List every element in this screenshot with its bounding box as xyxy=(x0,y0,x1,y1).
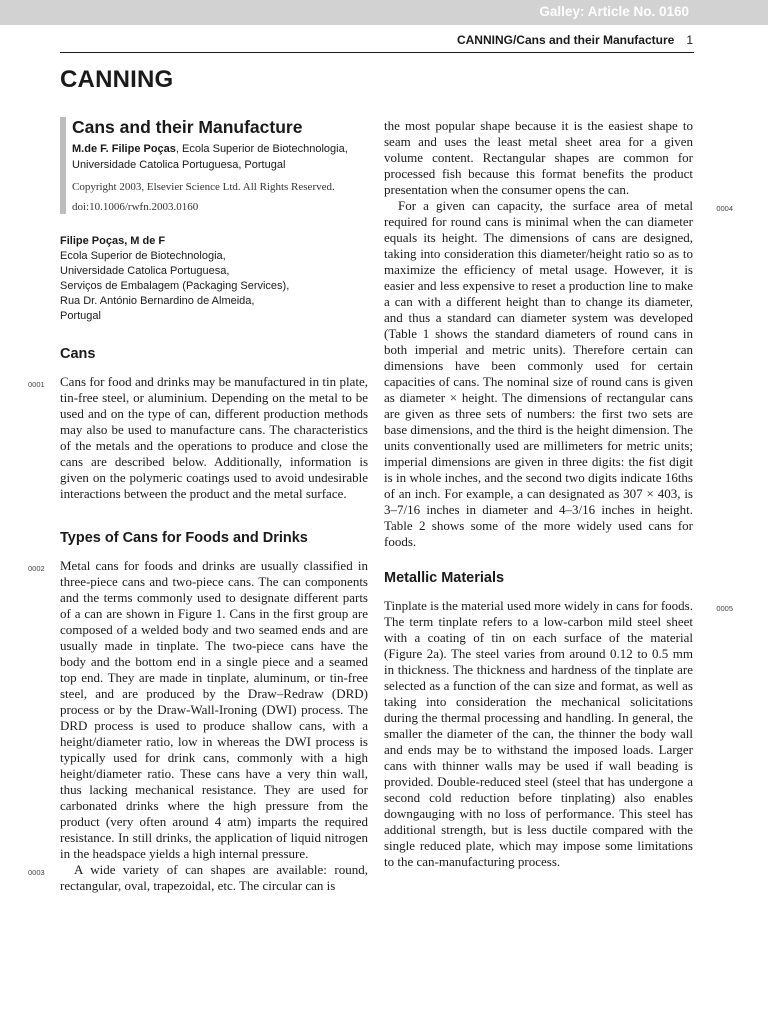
article-info-box xyxy=(60,117,368,214)
affiliation-line: Serviços de Embalagem (Packaging Services), xyxy=(60,280,290,292)
galley-label: Galley: Article No. 0160 xyxy=(539,4,689,19)
article-meta xyxy=(72,180,368,214)
paragraph-text: Cans for food and drinks may be manufactured in tin plate, tin-free steel, or aluminium. Depending on the metal to be used and on the type of can, different production methods may also be used to manufacture cans. The characteristics of the metals and the operations to produce and close the cans are described below. Additionally, information is given on the polymeric coatings used to avoid undesirable interactions between the product and the metal surface. xyxy=(60,374,368,501)
paragraph-marker: 0001 xyxy=(28,380,45,389)
author-affiliation: , Ecola Superior de Biotechnologia, Universidade Catolica Portuguesa, Portugal xyxy=(72,143,348,171)
paragraph-text: For a given can capacity, the surface area of metal required for round cans is minimal when the can diameter equals its height. The dimensions of cans are designed, taking into consideration this diameter/height ratio so as to maximize the efficiency of metal usage. However, it is easier and less expensive to reset a production line to make a can with a different height than to change its diameter, and thus a standard can diameter system was developed (Table 1 shows the standard diameters of round cans in both imperial and metric units). Therefore certain can dimensions have been commonly used for certain capacities of cans. The nominal size of round cans is given as diameter × height. The dimensions of rectangular cans are given as three sets of numbers: the first two sets are base dimensions, and the third is the height dimension. The units conventionally used are millimeters for metric units; imperial dimensions are given in three digits: the fist digit is in whole inches, and the second two digits indicate 16ths of an inch. For example, a can designated as 307 × 403, is 3–7/16 inches in diameter and 4–3/16 inches in height. Table 2 shows some of the more widely used cans for foods. xyxy=(384,198,693,549)
page-number: 1 xyxy=(686,33,693,47)
affiliation-line: Universidade Catolica Portuguesa, xyxy=(60,265,230,277)
paragraph-0005 xyxy=(384,598,733,870)
section-heading-types: Types of Cans for Foods and Drinks xyxy=(60,530,308,546)
paragraph-text: Metal cans for foods and drinks are usually classified in three-piece cans and two-piece cans. The can components and the terms commonly used to designate different parts of a can are shown in Figure 1. Cans in the first group are composed of a welded body and two seamed ends and are usually made in tinplate. The two-piece cans have the body and the bottom end in a single piece and a seamed top end. They are made in tinplate, aluminum, or tin-free steel, and are produced by the Draw–Redraw (DRD) process or by the Draw-Wall-Ironing (DWI) process. The DRD process is used to produce shallow cans, with a height/diameter ratio, low in whereas the DWI process is typically used for drink cans, commonly with a high height/diameter ratio. These cans have a very thin wall, thus lacking mechanical resistance. They are used for carbonated drinks where the high pressure from the product (very often around 4 atm) imparts the required resistance. In still drinks, the application of liquid nitrogen in the headspace yields a high internal pressure. xyxy=(60,558,368,861)
section-heading-cans: Cans xyxy=(60,346,96,362)
affiliation-line: Portugal xyxy=(60,310,101,322)
affiliation-line: Rua Dr. António Bernardino de Almeida, xyxy=(60,295,255,307)
paragraph-text: A wide variety of can shapes are available: round, rectangular, oval, trapezoidal, etc. The circular can is xyxy=(60,862,368,893)
paragraph-0002 xyxy=(28,558,368,862)
affiliation-block xyxy=(60,234,368,324)
paragraph-marker: 0005 xyxy=(716,604,733,613)
paragraph-0003-continued xyxy=(384,118,693,198)
galley-bar xyxy=(0,0,768,25)
author-name: M.de F. Filipe Poças xyxy=(72,143,176,155)
article-author xyxy=(72,141,368,173)
paragraph-0004 xyxy=(384,198,733,550)
running-head xyxy=(457,33,693,47)
section-heading-metallic: Metallic Materials xyxy=(384,570,505,586)
paragraph-text: Tinplate is the material used more widely in cans for foods. The term tinplate refers to a low-carbon mild steel sheet with a coating of tin on each surface of the material (Figure 2a). The steel varies from around 0.12 to 0.5 mm in thickness. The thickness and hardness of the tinplate are selected as a function of the can size and format, as well as taking into consideration the mechanical solicitations during the thermal processing and handling. In general, the smaller the diameter of the can, the thinner the body wall and ends may be to withstand the imposed loads. Larger cans with thinner walls may be used if wall beading is provided. Double-reduced steel (steel that has undergone a second cold reduction before tinplating) also enables downgauging with no loss of performance. This steel has additional strength, but is less ductile compared with the single reduced plate, which may impose some limitations to the can-manufacturing process. xyxy=(384,598,693,869)
header-rule xyxy=(60,52,694,53)
affiliation-line: Ecola Superior de Biotechnologia, xyxy=(60,250,226,262)
right-column xyxy=(384,118,733,870)
article-title: Cans and their Manufacture xyxy=(72,117,303,137)
paragraph-marker: 0003 xyxy=(28,868,45,877)
paragraph-0001 xyxy=(28,374,368,502)
copyright-line: Copyright 2003, Elsevier Science Ltd. All Rights Reserved. xyxy=(72,181,335,193)
doi-line: doi:10.1006/rwfn.2003.0160 xyxy=(72,201,199,213)
paragraph-marker: 0002 xyxy=(28,564,45,573)
paragraph-text: the most popular shape because it is the easiest shape to seam and uses the least metal sheet area for a given volume content. Rectangular shapes are common for processed fish because this format benefits the product presentation when the consumer opens the can. xyxy=(384,118,693,197)
main-title: CANNING xyxy=(60,66,174,93)
paragraph-marker: 0004 xyxy=(716,204,733,213)
left-column xyxy=(28,112,368,894)
running-head-title: CANNING/Cans and their Manufacture xyxy=(456,33,675,47)
paragraph-0003 xyxy=(28,862,368,894)
affiliation-name: Filipe Poças, M de F xyxy=(60,235,166,247)
